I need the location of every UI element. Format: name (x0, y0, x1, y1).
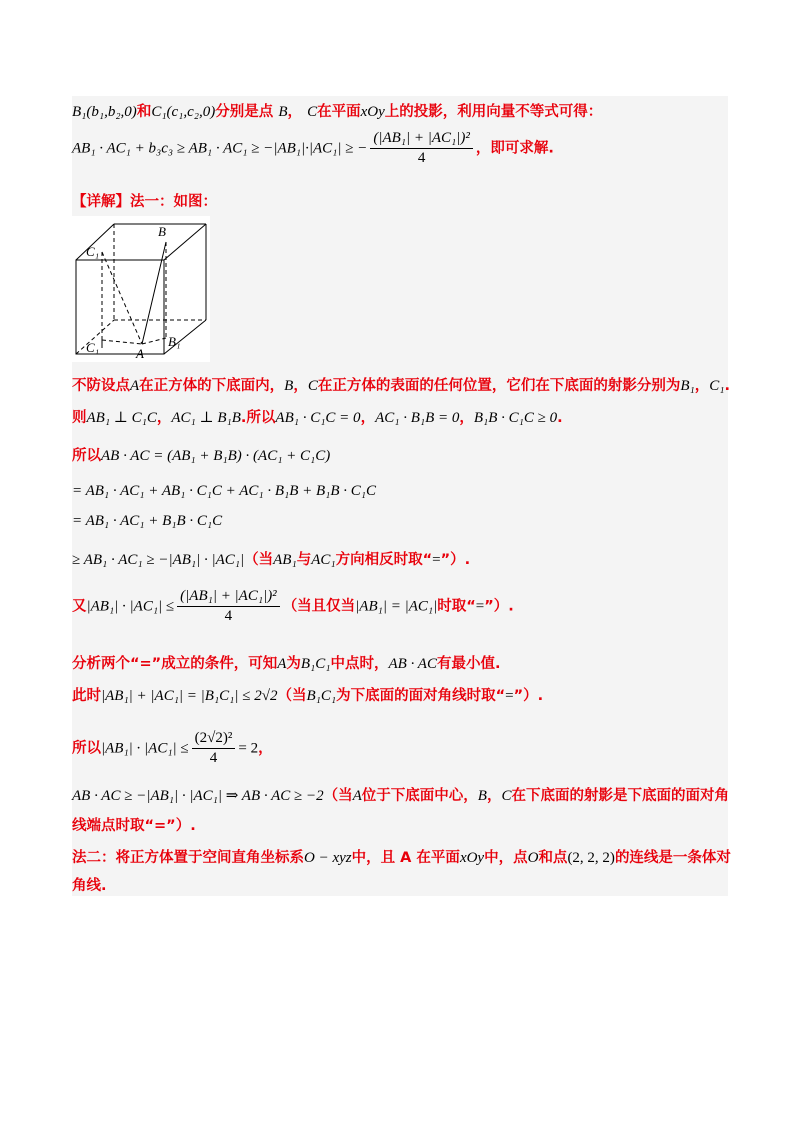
line-12: 此时|AB₁| + |AC₁| = |B₁C₁| ≤ 2√2（当B₁C₁为下底面的面对角线时取“=”）. (72, 688, 544, 704)
fraction: $\frac{\text{(|AB₁| + |AC₁|)²}}{4}$ (370, 130, 473, 167)
line-13: 所以|AB₁| · |AC₁| ≤ $\frac{\text{(2√2)²}}{4}$ = 2， (72, 730, 273, 766)
line-8: = AB₁ · AC₁ + B₁B · C₁C (72, 513, 223, 529)
line-11: 分析两个“=”成立的条件，可知A为B₁C₁中点时，AB · AC有最小值. (72, 656, 501, 672)
line-16: 法二：将正方体置于空间直角坐标系O − xyz中，且 A 在平面xOy中，点O和点(2, 2, 2)的连线是一条体对 (72, 850, 731, 866)
label-b1: B₁ (168, 334, 181, 349)
line-15: 线端点时取“=”）. (72, 818, 196, 834)
label-b-top: B (158, 224, 166, 239)
point-c1: C₁(c₁,c₂,0) (151, 104, 216, 120)
line-9: ≥ AB₁ · AC₁ ≥ −|AB₁| · |AC₁|（当AB₁与AC₁方向相反时取“=”）. (72, 552, 471, 568)
cube-figure (72, 216, 210, 362)
label-c1-bottom: C₁ (86, 340, 100, 355)
line-7: = AB₁ · AC₁ + AB₁ · C₁C + AC₁ · B₁B + B₁B · C₁C (72, 483, 377, 499)
line-1: B₁(b₁,b₂,0)和C₁(c₁,c₂,0)分别是点 B， C在平面xOy上的投影，利用向量不等式可得： (72, 104, 603, 120)
line-17: 角线. (72, 878, 107, 894)
label-a: A (136, 346, 144, 361)
label-c1-top: C₁ (86, 244, 100, 259)
cube-diagram (72, 216, 210, 362)
line-14: AB · AC ≥ −|AB₁| · |AC₁| ⇒ AB · AC ≥ −2（当A位于下底面中心，B，C在下底面的射影是下底面的面对角 (72, 788, 729, 804)
line-6: 所以AB · AC = (AB₁ + B₁B) · (AC₁ + C₁C) (72, 448, 331, 464)
line-2: AB₁ · AC₁ + b₃c₃ ≥ AB₁ · AC₁ ≥ −|AB₁|·|AC₁| ≥ − $\frac{\text{(|AB₁| + |AC₁|)²}}{4}$ ，即可求解. (72, 130, 554, 166)
detail-heading: 【详解】法一：如图： (72, 194, 217, 210)
solution-content (72, 96, 731, 896)
line-4: 不防设点A在正方体的下底面内，B，C在正方体的表面的任何位置，它们在下底面的射影分别为B₁，C₁. (72, 378, 730, 394)
fraction: $\frac{\text{(|AB₁| + |AC₁|)²}}{4}$ (177, 588, 280, 625)
line-10: 又|AB₁| · |AC₁| ≤ $\frac{\text{(|AB₁| + |AC₁|)²}}{4}$ （当且仅当|AB₁| = |AC₁|时取“=”）. (72, 588, 514, 624)
vector-inequality: AB₁ · AC₁ + b₃c₃ ≥ AB₁ · AC₁ ≥ −|AB₁|·|AC₁| ≥ − (72, 140, 368, 157)
point-b1: B₁(b₁,b₂,0) (72, 104, 137, 120)
fraction: $\frac{\text{(2√2)²}}{4}$ (192, 730, 236, 767)
line-5: 则AB₁ ⊥ C₁C，AC₁ ⊥ B₁B.所以AB₁ · C₁C = 0，AC₁ · B₁B = 0，B₁B · C₁C ≥ 0. (72, 410, 563, 426)
